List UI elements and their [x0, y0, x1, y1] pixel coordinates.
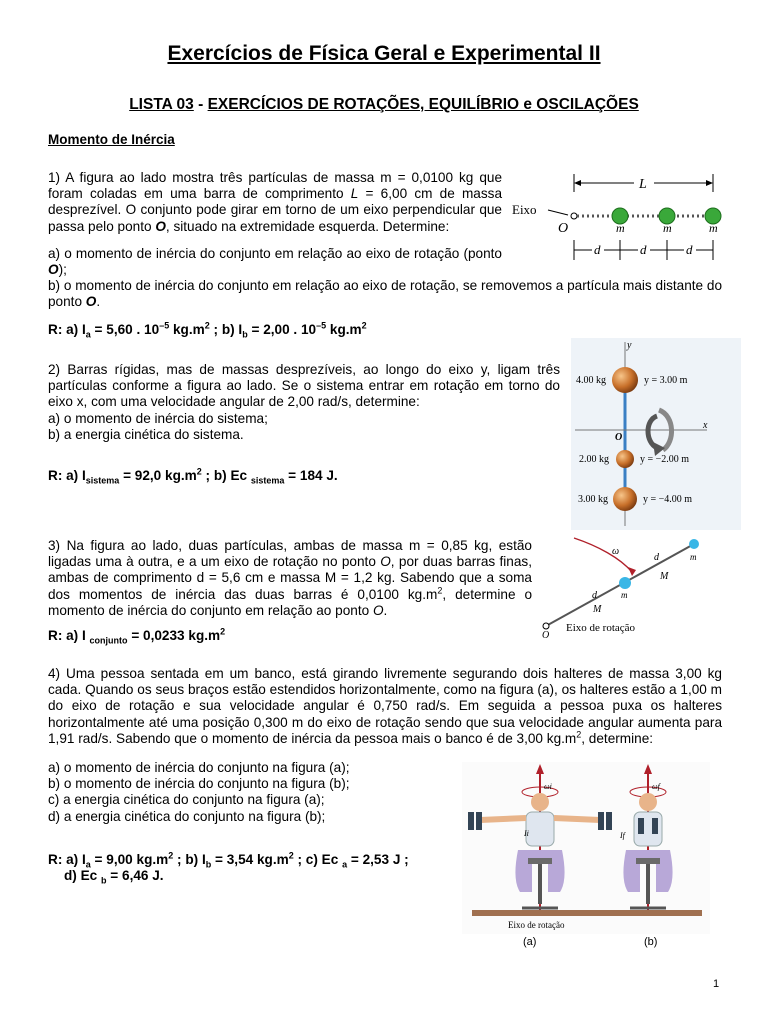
question-1-item-b — [48, 278, 722, 310]
q3-ans-r: R: a) I — [48, 628, 90, 643]
fig4b-dumbbell-left — [638, 818, 644, 834]
q2-ans-r: R: a) I — [48, 468, 86, 483]
q1-ans-u1: kg.m — [169, 322, 205, 337]
q2-ans-v1: = 92,0 kg.m — [119, 468, 197, 483]
fig3-label-M1: M — [593, 604, 602, 615]
subtitle-separator: - — [193, 96, 208, 113]
q3-text-2: , por duas barras finas, ambas de comprimento d = 5,6 cm e massa M = 1,2 kg. Sabendo que a soma dos momentos de inércia das duas barras é 0,0100 kg.m — [48, 554, 532, 602]
question-4-items — [48, 760, 468, 825]
q4-item-d: d) a energia cinética do conjunto na figura (b); — [48, 808, 326, 824]
section-heading: Momento de Inércia — [48, 132, 175, 147]
figure-rotating-rods — [536, 532, 716, 642]
q1-ans-u2: kg.m — [326, 322, 362, 337]
fig4a-stool-post — [538, 864, 542, 904]
q4-ans-r: R: a) I — [48, 852, 86, 867]
q4-ans-pow1: 2 — [168, 850, 174, 861]
q1-b-text: b) o momento de inércia do conjunto em relação ao eixo de rotação, se removemos a partícula mais distante do ponto — [48, 278, 723, 310]
fig4a-right-arm — [554, 818, 600, 820]
q3-sup: 2 — [437, 585, 443, 596]
fig4-floor — [472, 910, 702, 916]
fig3-label-d2: d — [654, 552, 659, 563]
q4-item-b: b) o momento de inércia do conjunto na figura (b); — [48, 776, 350, 792]
q3-ans-pow: 2 — [220, 626, 226, 637]
q3-text-4: . — [383, 602, 388, 618]
q2-item-b: b) a energia cinética do sistema. — [48, 426, 244, 442]
question-3-answer — [48, 628, 225, 644]
q4-item-a: a) o momento de inércia do conjunto na figura (a); — [48, 760, 350, 775]
fig4a-dumbbell-left-a — [468, 812, 474, 830]
q4-ans-d: d) Ec — [64, 868, 102, 883]
q1-ans-exp1: –5 — [159, 320, 170, 331]
q2-text: 2) Barras rígidas, mas de massas desprezíveis, ao longo do eixo y, ligam três partículas conforme a figura ao lado. Se o sistema entrar em rotação em torno do eixo x, com uma velocidade angular de 2,00 rad/s, determine: — [48, 362, 560, 410]
question-2-answer — [48, 468, 338, 484]
fig3-label-M2: M — [660, 571, 669, 582]
fig1-label-m3: m — [709, 221, 718, 235]
q1-b-var: O — [85, 294, 97, 310]
figure-person-dumbbells — [462, 762, 710, 934]
q4-ans-sub3: a — [342, 859, 348, 870]
fig4a-left-arm — [480, 818, 526, 820]
q4-answer-line-1 — [48, 852, 409, 868]
fig1-arrowhead-right — [706, 180, 713, 186]
q1-var-L: L — [350, 186, 359, 202]
fig2-label-y2: y = −2.00 m — [640, 454, 690, 465]
fig2-label-x: x — [703, 420, 708, 431]
fig1-pivot — [571, 213, 577, 219]
list-topic: EXERCÍCIOS DE ROTAÇÕES, EQUILÍBRIO e OSCILAÇÕES — [207, 96, 639, 113]
fig2-label-mass2: 2.00 kg — [579, 454, 609, 465]
fig1-label-O: O — [558, 221, 569, 236]
fig4a-dumbbell-right-a — [598, 812, 604, 830]
q1-a-end: ); — [58, 262, 67, 278]
q4-ans-sub4: b — [101, 875, 107, 886]
fig1-label-L: L — [639, 177, 647, 192]
fig2-particle-2kg — [616, 450, 634, 468]
q4-ans-v1: = 9,00 kg.m — [90, 852, 169, 867]
question-1-text — [48, 170, 502, 235]
question-1-item-a — [48, 246, 502, 278]
fig2-label-y1: y = 3.00 m — [644, 375, 688, 386]
q3-var-O2: O — [372, 602, 384, 618]
q4-sup: 2 — [576, 729, 582, 740]
fig2-label-mass3: 3.00 kg — [578, 494, 608, 505]
fig2-particle-3kg — [613, 487, 637, 511]
q4-answer-line-2 — [48, 868, 409, 884]
page-number: 1 — [713, 978, 720, 990]
q4-ans-v3: = 2,53 J ; — [347, 852, 409, 867]
fig1-label-d1: d — [594, 242, 601, 257]
fig3-particle-1 — [619, 577, 631, 589]
fig3-label-eixo: Eixo de rotação — [566, 622, 636, 634]
q4-ans-m2: ; c) Ec — [293, 852, 343, 867]
fig4b-label-omega: ωf — [652, 782, 660, 791]
fig3-label-m1: m — [621, 590, 628, 600]
fig4a-dumbbell-left-b — [476, 812, 482, 830]
q4-ans-v4: = 6,46 J. — [106, 868, 164, 883]
q3-ans-v1: = 0,0233 kg.m — [127, 628, 221, 643]
q3-ans-sub: conjunto — [89, 635, 128, 646]
fig2-label-mass1: 4.00 kg — [576, 375, 606, 386]
fig3-label-omega: ω — [612, 546, 620, 557]
fig3-label-O: O — [542, 630, 550, 641]
fig1-label-m2: m — [663, 221, 672, 235]
q2-ans-pow: 2 — [196, 466, 202, 477]
fig4a-label-I: Ii — [524, 829, 529, 838]
fig4a-dumbbell-right-b — [606, 812, 612, 830]
fig2-particle-4kg — [612, 367, 638, 393]
figure-three-particles-y-axis — [571, 338, 741, 530]
q1-b-end: . — [96, 294, 101, 310]
fig4b-head — [639, 793, 657, 811]
fig1-label-m1: m — [616, 221, 625, 235]
fig4-caption-a: (a) — [523, 936, 537, 948]
q3-text-3: , determine o momento de inércia do conjunto em relação ao ponto — [48, 586, 533, 618]
q1-ans-mid: ; b) I — [209, 322, 243, 337]
q1-a-text: a) o momento de inércia do conjunto em relação ao eixo de rotação (ponto — [48, 246, 502, 261]
page-title: Exercícios de Física Geral e Experimental II — [167, 42, 601, 65]
q1-ans-v1: = 5,60 . 10 — [90, 322, 160, 337]
q2-ans-v2: = 184 J. — [284, 468, 338, 483]
q4-ans-sub2: b — [205, 859, 212, 870]
q1-ans-sub-a: a — [85, 329, 91, 340]
q1-var-O: O — [155, 218, 166, 234]
q4-ans-v2: = 3,54 kg.m — [211, 852, 289, 867]
question-2-text — [48, 362, 560, 443]
q4-ans-sub1: a — [85, 859, 91, 870]
question-1-answer — [48, 322, 367, 338]
list-number: LISTA 03 — [129, 96, 194, 113]
fig1-arrowhead-left — [574, 180, 581, 186]
fig2-label-y: y — [627, 340, 632, 351]
q2-item-a: a) o momento de inércia do sistema; — [48, 410, 268, 426]
fig1-label-d2: d — [640, 242, 647, 257]
q1-ans-r: R: a) I — [48, 322, 86, 337]
q3-text-1: 3) Na figura ao lado, duas partículas, ambas de massa m = 0,85 kg, estão ligadas uma à outra, e a um eixo de rotação no ponto — [48, 538, 532, 570]
fig4b-seat — [636, 858, 660, 864]
fig1-label-eixo: Eixo — [512, 202, 537, 217]
fig1-eixo-pointer — [548, 210, 568, 215]
q4-text-2: , determine: — [581, 730, 654, 746]
q1-ans-pow1: 2 — [204, 320, 210, 331]
q1-ans-v2: = 2,00 . 10 — [247, 322, 317, 337]
fig4a-torso — [526, 812, 554, 846]
fig3-pivot — [543, 623, 549, 629]
q1-ans-sub-b: b — [242, 329, 248, 340]
fig3-omega-arc — [574, 538, 632, 572]
q4-ans-pow2: 2 — [288, 850, 294, 861]
fig4-caption-b: (b) — [644, 936, 658, 948]
fig2-label-y3: y = −4.00 m — [643, 494, 693, 505]
q4-text-1: 4) Uma pessoa sentada em um banco, está girando livremente segurando dois halteres de massa 3,00 kg cada. Quando os seus braços estão estendidos horizontalmente, como na figura (a), os halteres estão a 1,00 m do eixo de rotação e sua velocidade angular é 0,750 rad/s. Em seguida a pessoa puxa os halteres horizontalmente até uma posição 0,300 m do eixo de rotação sendo que sua velocidade angular aumenta para 1,91 rad/s. Sabendo que o momento de inércia da pessoa mais o banco é de 3,00 kg.m — [48, 666, 722, 746]
fig4b-label-I: If — [620, 831, 625, 840]
fig4b-stool-post — [646, 864, 650, 904]
q2-ans-sub1: sistema — [85, 475, 120, 486]
fig1-label-d3: d — [686, 242, 693, 257]
question-3-text — [48, 538, 532, 619]
fig4a-seat — [528, 858, 552, 864]
question-4-text — [48, 666, 722, 747]
figure-rod-particles — [510, 168, 730, 268]
question-4-answer — [48, 852, 409, 884]
q1-ans-pow2: 2 — [361, 320, 367, 331]
fig4a-label-omega: ωi — [544, 782, 552, 791]
list-subtitle — [0, 96, 768, 114]
fig4-background — [462, 762, 710, 934]
fig4b-dumbbell-right — [652, 818, 658, 834]
q4-ans-m1: ; b) I — [173, 852, 206, 867]
q1-text-2: = 6,00 cm de massa desprezível. O conjunto pode girar em torno de um eixo perpendicular que passa pelo ponto — [48, 186, 503, 234]
q4-item-c: c) a energia cinética do conjunto na figura (a); — [48, 792, 325, 808]
fig3-label-d1: d — [592, 590, 597, 601]
q3-var-O1: O — [380, 554, 391, 570]
q1-text-1: 1) A figura ao lado mostra três partículas de massa m = 0,0100 kg que foram coladas em uma barra de comprimento — [48, 170, 502, 202]
fig3-omega-arrowhead — [628, 567, 636, 576]
fig3-label-m2: m — [690, 552, 697, 562]
q1-a-var: O — [48, 262, 59, 278]
fig4-label-eixo: Eixo de rotação — [508, 920, 565, 930]
q1-ans-exp2: –5 — [316, 320, 327, 331]
fig2-label-O: O — [615, 432, 623, 443]
q2-ans-mid: ; b) Ec — [201, 468, 251, 483]
q2-ans-sub2: sistema — [250, 475, 285, 486]
q1-text-3: , situado na extremidade esquerda. Determine: — [165, 218, 450, 234]
fig4a-head — [531, 793, 549, 811]
fig3-particle-2 — [689, 539, 699, 549]
